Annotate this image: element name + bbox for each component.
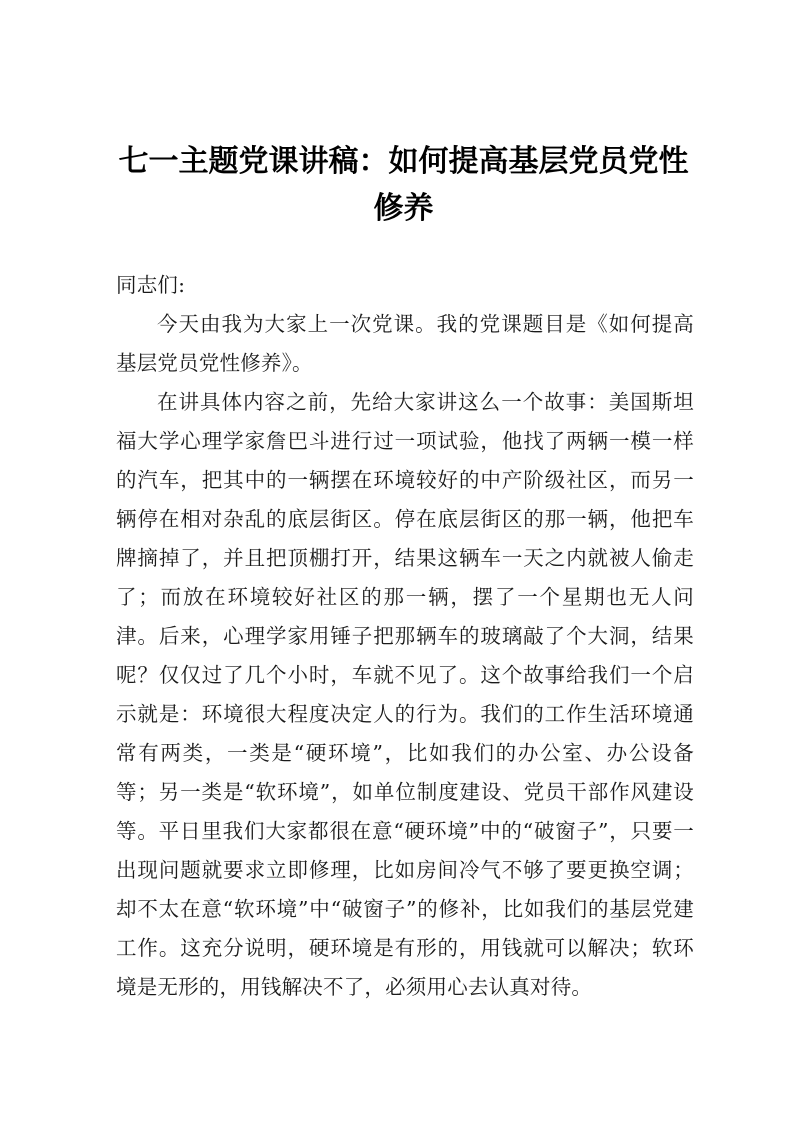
document-body (116, 266, 694, 1007)
paragraph-opening: 今天由我为大家上一次党课。我的党课题目是《如何提高基层党员党性修养》。 (116, 312, 694, 375)
paragraph-story: 在讲具体内容之前，先给大家讲这么一个故事：美国斯坦福大学心理学家詹巴斗进行过一项试验，他找了两辆一模一样的汽车，把其中的一辆摆在环境较好的中产阶级社区，而另一辆停在相对杂乱的底层街区。停在底层街区的那一辆，他把车牌摘掉了，并且把顶棚打开，结果这辆车一天之内就被人偷走了；而放在环境较好社区的那一辆，摆了一个星期也无人问津。后来，心理学家用锤子把那辆车的玻璃敲了个大洞，结果呢？仅仅过了几个小时，车就不见了。这个故事给我们一个启示就是：环境很大程度决定人的行为。我们的工作生活环境通常有两类，一类是“硬环境”，比如我们的办公室、办公设备等；另一类是“软环境”，如单位制度建设、党员干部作风建设等。平日里我们大家都很在意“硬环境”中的“破窗子”，只要一出现问题就要求立即修理，比如房间冷气不够了要更换空调；却不太在意“软环境”中“破窗子”的修补，比如我们的基层党建工作。这充分说明，硬环境是有形的，用钱就可以解决；软环境是无形的，用钱解决不了，必须用心去认真对待。 (116, 390, 694, 999)
paragraph-salutation: 同志们: (116, 273, 186, 297)
page-title (116, 138, 691, 232)
page-title-line-2: 修养 (373, 191, 434, 226)
page-title-line-1: 七一主题党课讲稿：如何提高基层党员党性 (118, 144, 689, 179)
